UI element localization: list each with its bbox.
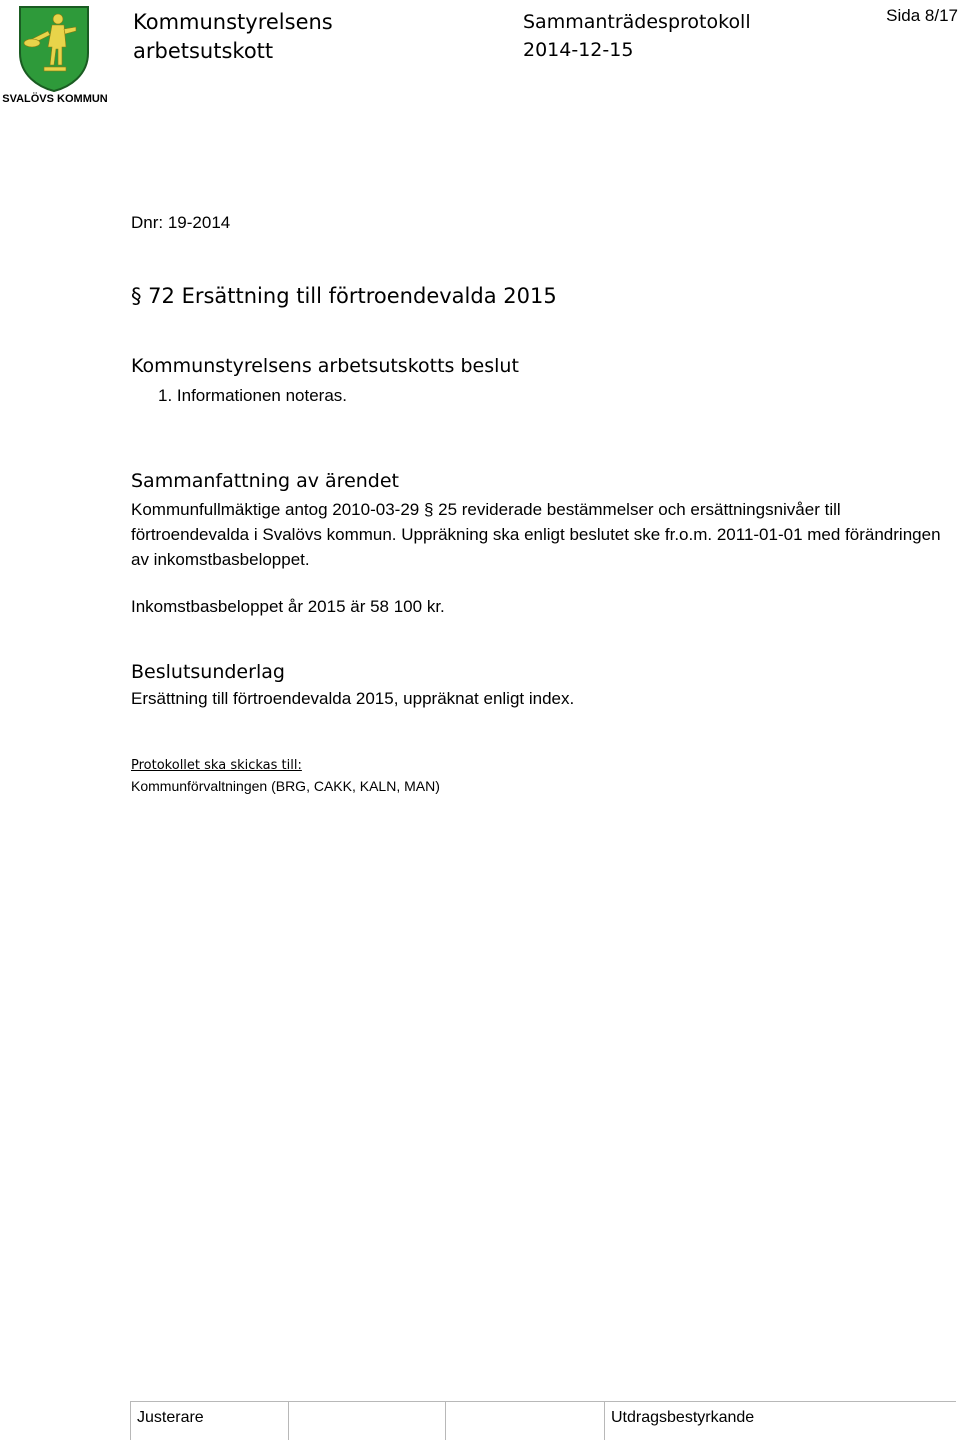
distribution-value: Kommunförvaltningen (BRG, CAKK, KALN, MAN): [131, 778, 440, 794]
list-item: 1. Informationen noteras.: [158, 386, 348, 405]
case-number: Dnr: 19-2014: [131, 213, 231, 232]
footer-cell-blank-2: [445, 1402, 604, 1440]
document-date: 2014-12-15: [523, 39, 634, 61]
section-title: § 72 Ersättning till förtroendevalda 2015: [131, 284, 557, 308]
signature-footer: [130, 1401, 956, 1440]
document-type: Sammanträdesprotokoll: [523, 11, 751, 33]
footer-cell-blank-1: [288, 1402, 445, 1440]
decision-list: [158, 386, 347, 406]
organization-line-2: arbetsutskott: [133, 39, 274, 63]
summary-paragraph-2: Inkomstbasbeloppet år 2015 är 58 100 kr.: [131, 597, 445, 616]
logo-caption: SVALÖVS KOMMUN: [2, 93, 108, 105]
municipality-coat-of-arms-icon: [18, 5, 90, 93]
footer-cell-justerare: Justerare: [130, 1402, 288, 1440]
page-number: Sida 8/17: [886, 6, 958, 25]
footer-cell-utdragsbestyrkande: Utdragsbestyrkande: [604, 1402, 956, 1440]
document-type-block: [523, 8, 823, 64]
basis-text: Ersättning till förtroendevalda 2015, uppräknat enligt index.: [131, 689, 575, 708]
summary-heading: Sammanfattning av ärendet: [131, 470, 399, 492]
decision-heading: Kommunstyrelsens arbetsutskotts beslut: [131, 355, 519, 377]
organization-line-1: Kommunstyrelsens: [133, 10, 333, 34]
distribution-label: Protokollet ska skickas till:: [131, 758, 302, 773]
summary-paragraph: Kommunfullmäktige antog 2010-03-29 § 25 reviderade bestämmelser och ersättningsnivåer till förtroendevalda i Svalövs kommun. Uppräkning ska enligt beslutet ske fr.o.m. 2011-01-01 med förändringen av inkomstbasbeloppet.: [131, 500, 941, 569]
basis-heading: Beslutsunderlag: [131, 661, 285, 683]
organization-title: [133, 8, 433, 66]
